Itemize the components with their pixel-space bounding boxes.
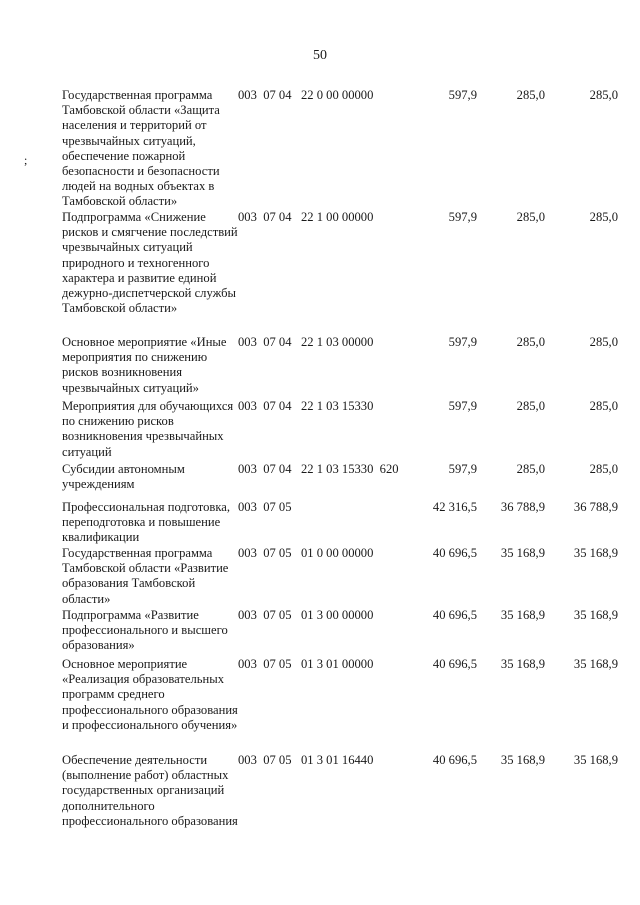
row-value-2: 285,0: [516, 462, 545, 476]
row-name: Государственная программа Тамбовской области «Развитие образования Тамбовской области»: [62, 546, 229, 606]
row-code: 003 07 05 01 3 01 16440: [238, 753, 374, 767]
row-code: 003 07 04 22 1 00 00000: [238, 210, 374, 224]
row-name: Мероприятия для обучающихся по снижению рисков возникновения чрезвычайных ситуаций: [62, 399, 234, 459]
row-name: Обеспечение деятельности (выполнение работ) областных государственных организаций дополнительного профессионального образования: [62, 753, 238, 828]
row-name: Подпрограмма «Развитие профессионального и высшего образования»: [62, 608, 228, 653]
page-number: 50: [313, 48, 327, 63]
row-code: 003 07 05 01 3 00 00000: [238, 608, 374, 622]
row-value-3: 285,0: [589, 399, 618, 413]
row-value-3: 35 168,9: [573, 753, 618, 767]
row-value-2: 36 788,9: [500, 500, 545, 514]
row-value-1: 40 696,5: [432, 657, 477, 671]
row-code: 003 07 04 22 1 03 15330: [238, 399, 374, 413]
row-name: Подпрограмма «Снижение рисков и смягчение последствий чрезвычайных ситуаций природного и техногенного характера и развитие единой дежурно-диспетчерской службы Тамбовской области»: [62, 210, 238, 316]
row-value-1: 40 696,5: [432, 608, 477, 622]
row-code: 003 07 05: [238, 500, 292, 514]
row-code: 003 07 05 01 3 01 00000: [238, 657, 374, 671]
row-value-1: 597,9: [448, 88, 477, 102]
row-value-1: 40 696,5: [432, 546, 477, 560]
row-value-1: 597,9: [448, 210, 477, 224]
row-value-3: 35 168,9: [573, 546, 618, 560]
row-value-1: 42 316,5: [432, 500, 477, 514]
row-code: 003 07 05 01 0 00 00000: [238, 546, 374, 560]
row-name: Основное мероприятие «Иные мероприятия по снижению рисков возникновения чрезвычайных ситуаций»: [62, 335, 227, 395]
row-value-1: 40 696,5: [432, 753, 477, 767]
row-value-2: 285,0: [516, 88, 545, 102]
row-value-3: 285,0: [589, 335, 618, 349]
row-value-1: 597,9: [448, 399, 477, 413]
row-value-3: 285,0: [589, 210, 618, 224]
row-value-3: 285,0: [589, 462, 618, 476]
margin-mark: ;: [24, 153, 28, 167]
row-name: Профессиональная подготовка, переподготовка и повышение квалификации: [62, 500, 231, 545]
row-code: 003 07 04 22 1 03 15330 620: [238, 462, 399, 476]
row-code: 003 07 04 22 0 00 00000: [238, 88, 374, 102]
row-value-3: 285,0: [589, 88, 618, 102]
row-value-3: 35 168,9: [573, 657, 618, 671]
row-name: Государственная программа Тамбовской области «Защита населения и территорий от чрезвычайных ситуаций, обеспечение пожарной безопасности и безопасности людей на водных объектах в Тамбовской области»: [62, 88, 220, 209]
row-value-3: 36 788,9: [573, 500, 618, 514]
row-value-2: 35 168,9: [500, 546, 545, 560]
row-value-2: 285,0: [516, 210, 545, 224]
row-value-2: 285,0: [516, 399, 545, 413]
row-value-2: 35 168,9: [500, 753, 545, 767]
row-value-2: 35 168,9: [500, 608, 545, 622]
row-value-3: 35 168,9: [573, 608, 618, 622]
row-name: Основное мероприятие «Реализация образовательных программ среднего профессионального образования и профессионального обучения»: [62, 657, 238, 732]
row-name: Субсидии автономным учреждениям: [62, 462, 185, 492]
row-value-1: 597,9: [448, 462, 477, 476]
row-value-2: 285,0: [516, 335, 545, 349]
row-code: 003 07 04 22 1 03 00000: [238, 335, 374, 349]
row-value-1: 597,9: [448, 335, 477, 349]
row-value-2: 35 168,9: [500, 657, 545, 671]
